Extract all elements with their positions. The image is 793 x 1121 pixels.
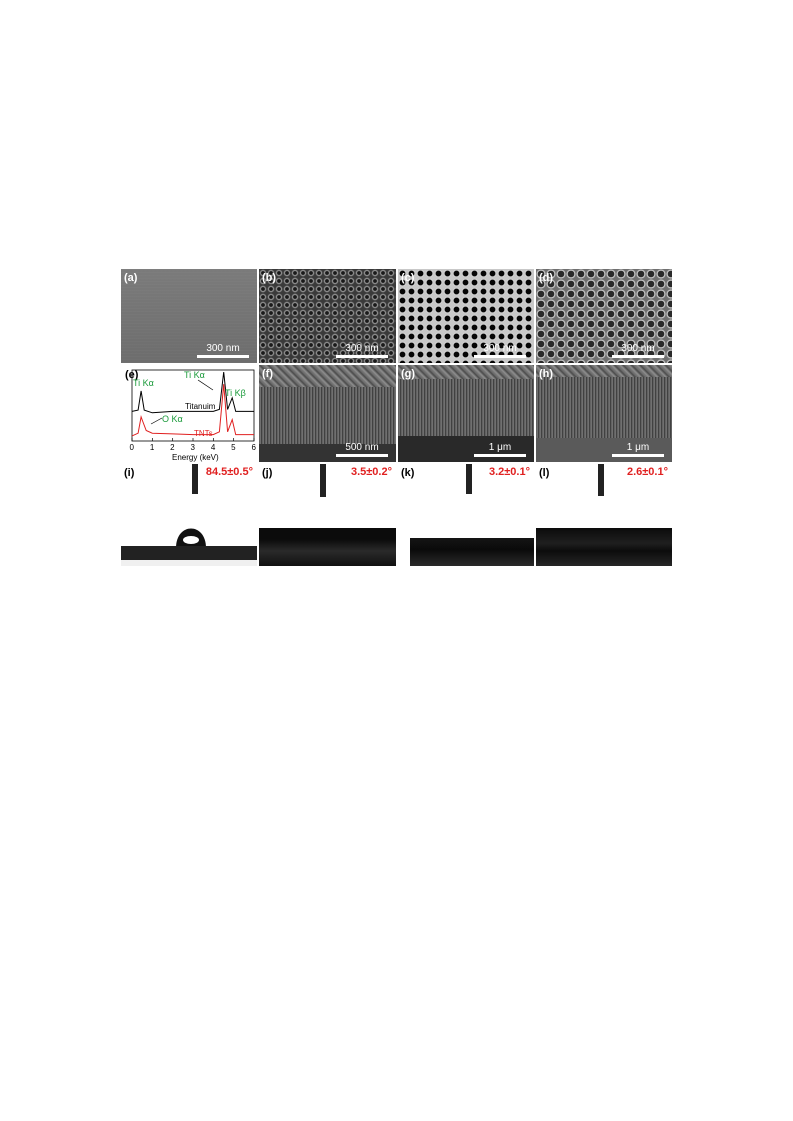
panel-l-angle: 2.6±0.1° <box>626 466 668 478</box>
panel-j-label: (j) <box>262 467 273 479</box>
panel-i-angle: 84.5±0.5° <box>205 466 253 478</box>
panel-k-substrate <box>410 538 534 566</box>
eds-tick-label: 6 <box>251 443 256 452</box>
panel-h-sem-image <box>536 365 672 462</box>
panel-g-surface-layer <box>398 365 534 379</box>
eds-peak-o-ka: O Kα <box>162 414 183 424</box>
panel-c-scale-line <box>474 355 526 358</box>
eds-tick-label: 5 <box>231 443 236 452</box>
eds-peak-ti-kb: Ti Kβ <box>225 388 246 398</box>
eds-tick-label: 3 <box>190 443 195 452</box>
panel-k-label: (k) <box>401 467 415 479</box>
panel-i-substrate <box>121 546 257 566</box>
panel-l-substrate <box>536 528 672 566</box>
panel-h-scale-text: 1 μm <box>626 442 650 453</box>
panel-h-scalebar <box>612 442 664 457</box>
panel-j-contact-angle <box>259 464 396 566</box>
figure <box>121 269 672 566</box>
panel-g-scale-text: 1 μm <box>488 442 512 453</box>
eds-arrow-o-ka <box>151 418 162 424</box>
panel-e-eds-chart <box>121 365 259 464</box>
panel-b-label: (b) <box>262 272 277 284</box>
panel-a-scale-line <box>197 355 249 358</box>
panel-i-label: (i) <box>124 467 135 479</box>
panel-b-sem-image <box>259 269 396 363</box>
panel-h-surface-layer <box>536 365 672 377</box>
panel-c-scalebar <box>474 343 526 358</box>
panel-d-scale-line <box>612 355 664 358</box>
panel-a-scalebar <box>197 343 249 358</box>
panel-f-scale-text: 500 nm <box>345 442 379 453</box>
eds-series-label-titanium: Titanuim <box>185 402 216 411</box>
eds-peak-ti-ka-left: Ti Kα <box>133 378 154 388</box>
panel-l-label: (l) <box>539 467 550 479</box>
panel-g-sem-image <box>398 365 534 462</box>
eds-tick-label: 1 <box>149 443 155 452</box>
eds-x-axis-label: Energy (keV) <box>172 453 219 462</box>
panel-j-angle: 3.5±0.2° <box>350 466 392 478</box>
eds-tick-label: 4 <box>210 443 216 452</box>
panel-f-sem-image <box>259 365 396 462</box>
panel-l-needle <box>598 464 604 496</box>
panel-j-needle <box>320 464 326 497</box>
eds-tick-group <box>130 438 257 452</box>
panel-b-scale-line <box>336 355 388 358</box>
eds-tick-label: 0 <box>129 443 134 452</box>
eds-tick-label: 2 <box>170 443 175 452</box>
panel-j-substrate <box>259 528 396 566</box>
panel-c-label: (c) <box>401 272 415 284</box>
panel-g-scalebar <box>474 442 526 457</box>
panel-h-label: (h) <box>539 368 554 380</box>
panel-g-scale-line <box>474 454 526 457</box>
panel-a-label: (a) <box>124 272 138 284</box>
panel-d-sem-image <box>536 269 672 363</box>
panel-d-scalebar <box>612 343 664 358</box>
panel-f-label: (f) <box>262 368 273 380</box>
panel-f-scalebar <box>336 442 388 457</box>
eds-peak-ti-ka-top: Ti Kα <box>184 370 205 380</box>
panel-e-label: (e) <box>125 369 139 381</box>
eds-series-label-tnts: TNTs <box>194 429 213 438</box>
panel-k-angle: 3.2±0.1° <box>488 466 530 478</box>
panel-k-needle <box>466 464 472 494</box>
panel-f-scale-line <box>336 454 388 457</box>
eds-spectrum-svg <box>122 366 258 463</box>
panel-b-scalebar <box>336 343 388 358</box>
panel-d-label: (d) <box>539 272 554 284</box>
panel-f-surface-layer <box>259 365 396 387</box>
panel-l-contact-angle <box>536 464 672 566</box>
panel-c-sem-image <box>398 269 534 363</box>
panel-a-scale-text: 300 nm <box>206 343 240 354</box>
panel-d-scale-text: 300 nm <box>621 343 655 354</box>
panel-b-scale-text: 300 nm <box>345 343 379 354</box>
panel-i-contact-angle <box>121 464 257 566</box>
panel-k-contact-angle <box>398 464 534 566</box>
panel-c-scale-text: 300 nm <box>483 343 517 354</box>
panel-h-scale-line <box>612 454 664 457</box>
panel-a-sem-image <box>121 269 257 363</box>
eds-arrow-ti-ka-top <box>198 380 213 390</box>
panel-g-label: (g) <box>401 368 416 380</box>
